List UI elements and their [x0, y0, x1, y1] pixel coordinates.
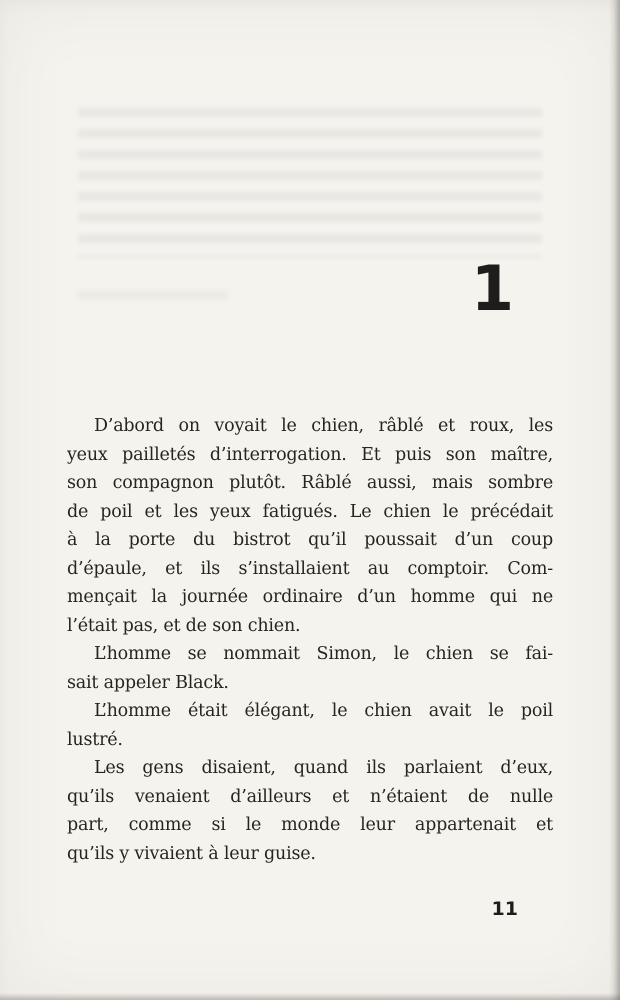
paragraph	[67, 697, 553, 754]
text-line: L’homme était élégant, le chien avait le poil	[94, 701, 553, 721]
paragraph	[67, 754, 553, 868]
text-line: qu’ils venaient d’ailleurs et n’étaient de nulle	[67, 786, 553, 807]
text-block	[67, 412, 553, 868]
text-line: de poil et les yeux fatigués. Le chien le précédait	[67, 501, 553, 522]
text-line: L’homme se nommait Simon, le chien se fai-	[94, 644, 553, 664]
text-line: qu’ils y vivaient à leur guise.	[67, 843, 316, 864]
page-number: 11	[491, 898, 518, 920]
text-line: mençait la journée ordinaire d’un homme qui ne	[67, 587, 553, 607]
scan-edge-bottom	[0, 993, 620, 1000]
page-showthrough-line	[78, 290, 228, 300]
paragraph	[67, 640, 553, 697]
text-line: part, comme si le monde leur appartenait et	[67, 815, 553, 835]
text-line: sait appeler Black.	[67, 672, 229, 693]
text-line: à la porte du bistrot qu’il poussait d’un coup	[67, 530, 553, 550]
text-line: D’abord on voyait le chien, râblé et roux, les	[94, 416, 553, 436]
text-line: l’était pas, et de son chien.	[67, 615, 301, 636]
paragraph	[67, 412, 553, 640]
text-line: d’épaule, et ils s’installaient au comptoir. Com-	[67, 558, 553, 579]
text-line: lustré.	[67, 729, 123, 750]
text-line: son compagnon plutôt. Râblé aussi, mais sombre	[67, 473, 553, 493]
scan-edge-right	[609, 0, 620, 1000]
text-line: yeux pailletés d’interrogation. Et puis son maître,	[67, 444, 553, 465]
page-showthrough-text	[78, 108, 542, 258]
text-line: Les gens disaient, quand ils parlaient d’eux,	[94, 758, 553, 778]
chapter-number: 1	[470, 252, 514, 325]
